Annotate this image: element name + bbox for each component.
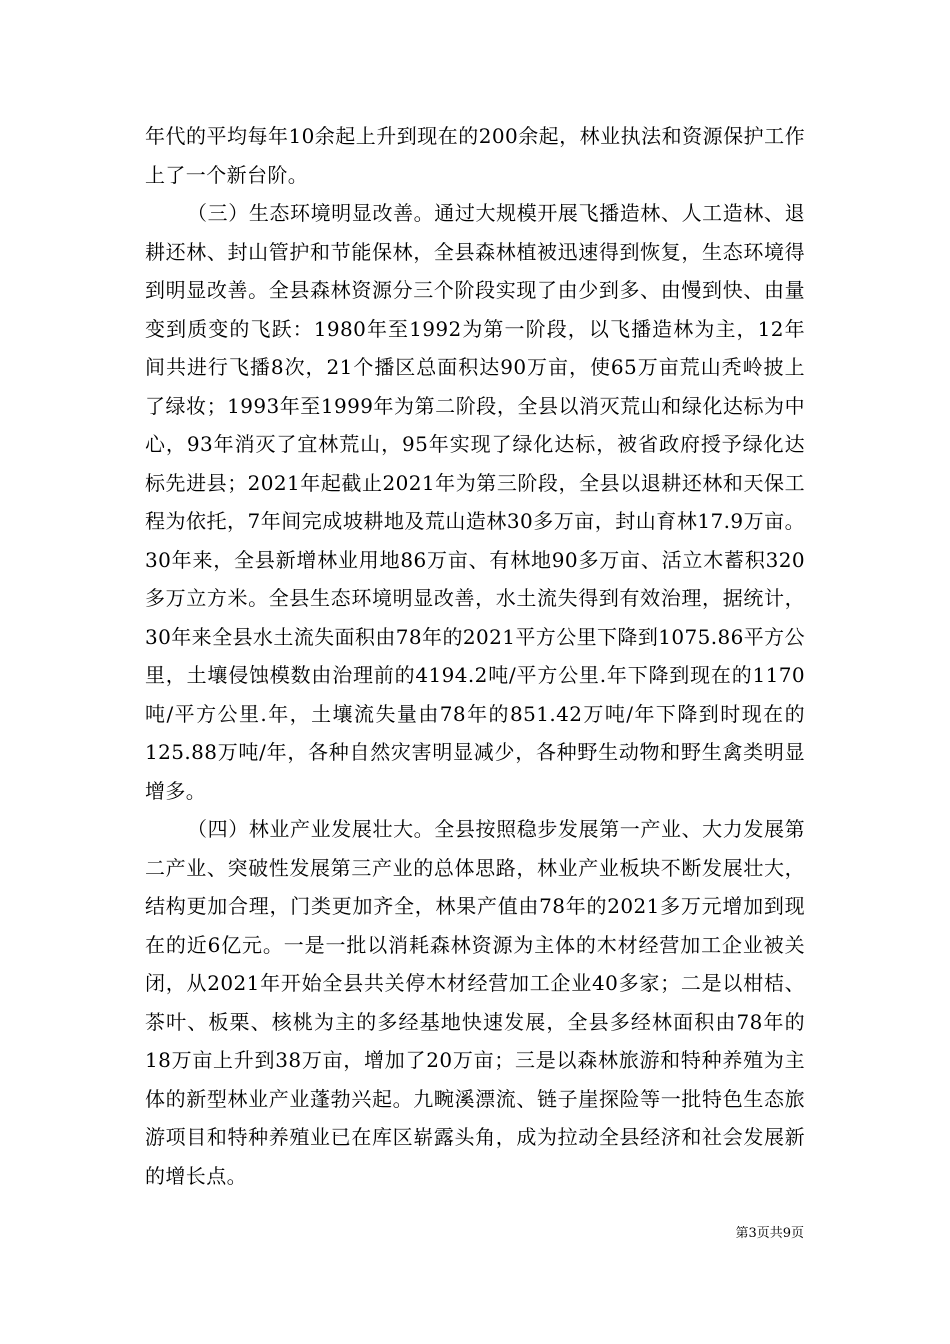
paragraph-continuation: 年代的平均每年10余起上升到现在的200余起，林业执法和资源保护工作上了一个新台阶。 [145, 124, 805, 187]
page-number-footer: 第3页共9页 [735, 1226, 804, 1241]
paragraph-ecology: （三）生态环境明显改善。通过大规模开展飞播造林、人工造林、退耕还林、封山管护和节能保林，全县森林植被迅速得到恢复，生态环境得到明显改善。全县森林资源分三个阶段实现了由少到多、由慢到快、由量变到质变的飞跃：1980年至1992为第一阶段，以飞播造林为主，12年间共进行飞播8次，21个播区总面积达90万亩，使65万亩荒山秃岭披上了绿妆；1993年至1999年为第二阶段，全县以消灭荒山和绿化达标为中心，93年消灭了宜林荒山，95年实现了绿化达标，被省政府授予绿化达标先进县；2021年起截止2021年为第三阶段，全县以退耕还林和天保工程为依托，7年间完成坡耕地及荒山造林30多万亩，封山育林17.9万亩。30年来，全县新增林业用地86万亩、有林地90多万亩、活立木蓄积320多万立方米。全县生态环境明显改善，水土流失得到有效治理，据统计，30年来全县水土流失面积由78年的2021平方公里下降到1075.86平方公里，土壤侵蚀模数由治理前的4194.2吨/平方公里.年下降到现在的1170吨/平方公里.年，土壤流失量由78年的851.42万吨/年下降到时现在的125.88万吨/年，各种自然灾害明显减少，各种野生动物和野生禽类明显增多。 [145, 201, 805, 803]
document-body [145, 117, 805, 1195]
paragraph-industry: （四）林业产业发展壮大。全县按照稳步发展第一产业、大力发展第二产业、突破性发展第三产业的总体思路，林业产业板块不断发展壮大，结构更加合理，门类更加齐全，林果产值由78年的2021多万元增加到现在的近6亿元。一是一批以消耗森林资源为主体的木材经营加工企业被关闭，从2021年开始全县共关停木材经营加工企业40多家；二是以柑桔、茶叶、板栗、核桃为主的多经基地快速发展，全县多经林面积由78年的18万亩上升到38万亩，增加了20万亩；三是以森林旅游和特种养殖为主体的新型林业产业蓬勃兴起。九畹溪漂流、链子崖探险等一批特色生态旅游项目和特种养殖业已在库区崭露头角，成为拉动全县经济和社会发展新的增长点。 [145, 817, 805, 1188]
